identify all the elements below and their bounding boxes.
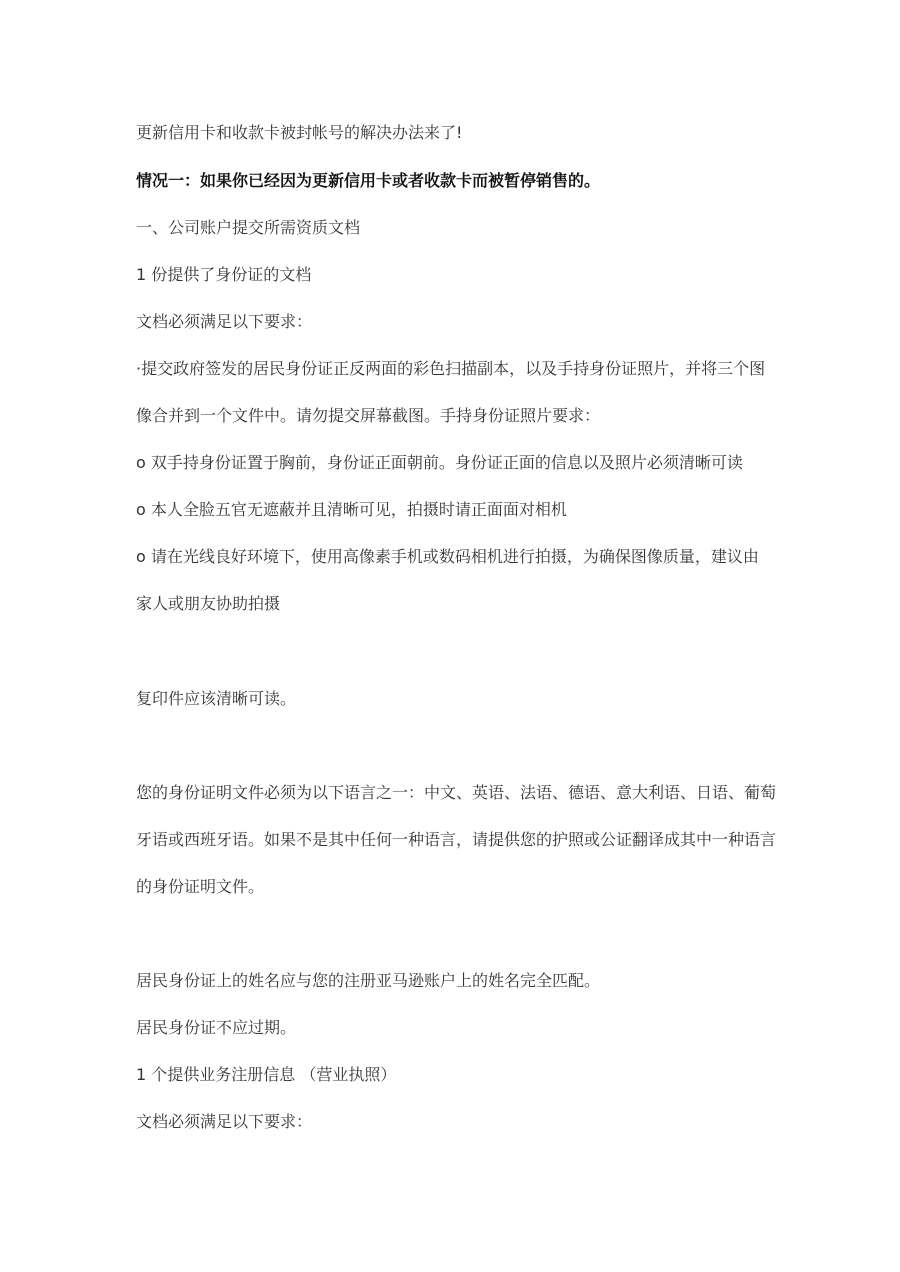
photo-requirement-bullet-2: o 本人全脸五官无遮蔽并且清晰可见，拍摄时请正面面对相机: [136, 500, 567, 519]
section-one-heading: 一、公司账户提交所需资质文档: [136, 218, 361, 237]
language-requirement-line-3: 的身份证明文件。: [136, 877, 265, 896]
not-expired-note: 居民身份证不应过期。: [136, 1018, 297, 1037]
business-document-heading: 1 个提供业务注册信息 （营业执照）: [136, 1065, 397, 1084]
photo-requirement-bullet-1: o 双手持身份证置于胸前，身份证正面朝前。身份证正面的信息以及照片必须清晰可读: [136, 453, 743, 472]
document-title: 更新信用卡和收款卡被封帐号的解决办法来了!: [136, 123, 463, 142]
name-match-note: 居民身份证上的姓名应与您的注册亚马逊账户上的姓名完全匹配。: [136, 971, 601, 990]
id-document-heading: 1 份提供了身份证的文档: [136, 265, 312, 284]
language-requirement-line-1: 您的身份证明文件必须为以下语言之一：中文、英语、法语、德语、意大利语、日语、葡萄: [136, 783, 777, 802]
photo-requirement-bullet-3-line-1: o 请在光线良好环境下，使用高像素手机或数码相机进行拍摄，为确保图像质量，建议由: [136, 547, 759, 566]
submit-instruction-line-1: ·提交政府签发的居民身份证正反两面的彩色扫描副本，以及手持身份证照片，并将三个图: [136, 359, 766, 378]
requirements-label-2: 文档必须满足以下要求：: [136, 1112, 313, 1131]
submit-instruction-line-2: 像合并到一个文件中。请勿提交屏幕截图。手持身份证照片要求：: [136, 406, 601, 425]
language-requirement-line-2: 牙语或西班牙语。如果不是其中任何一种语言，请提供您的护照或公证翻译成其中一种语言: [136, 830, 777, 849]
requirements-label: 文档必须满足以下要求：: [136, 312, 313, 331]
photo-requirement-bullet-3-line-2: 家人或朋友协助拍摄: [136, 594, 281, 613]
case-one-heading: 情况一：如果你已经因为更新信用卡或者收款卡而被暂停销售的。: [136, 171, 601, 190]
copy-legible-note: 复印件应该清晰可读。: [136, 689, 297, 708]
